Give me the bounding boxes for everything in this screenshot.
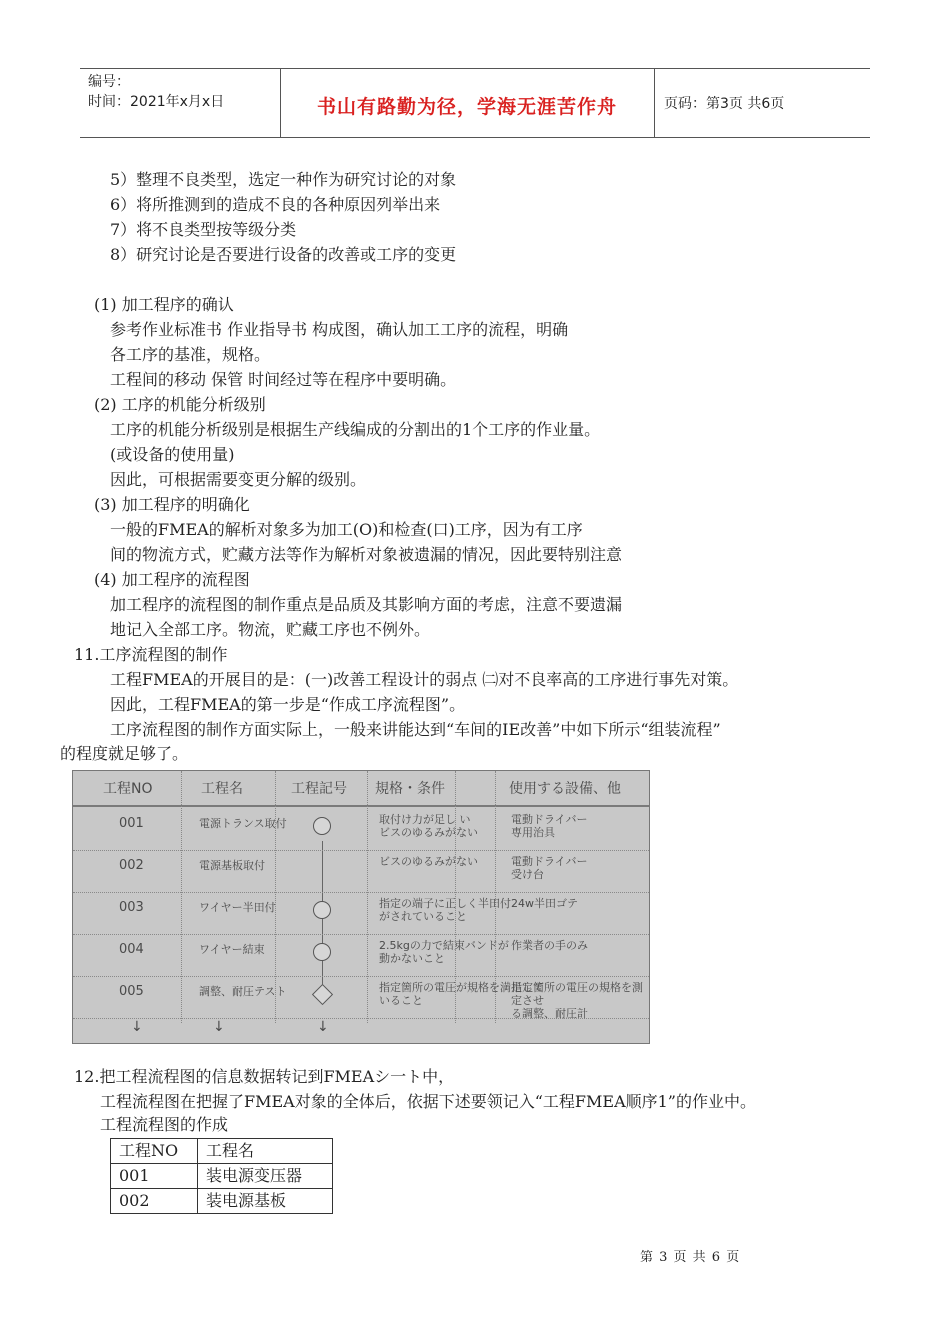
flow-name: ワイヤー半田付	[199, 901, 276, 914]
down-arrow-icon: ↓	[213, 1019, 225, 1035]
table-header-row	[111, 1139, 333, 1164]
step-5: 5）整理不良类型，选定一种作为研究讨论的对象	[110, 170, 457, 189]
inspection-diamond-icon	[312, 984, 333, 1005]
flow-row	[73, 893, 649, 935]
step-6: 6）将所推测到的造成不良的各种原因列举出来	[110, 195, 441, 214]
time-label: 时间：2021年x月x日	[88, 94, 225, 110]
down-arrow-icon: ↓	[131, 1019, 143, 1035]
flow-row	[73, 809, 649, 851]
table-header-cell: 工程名	[198, 1139, 333, 1164]
process-circle-icon	[313, 817, 331, 835]
paragraph-11: 工序流程图的制作方面实际上，一般来讲能达到“车间的IE改善”中如下所示“组装流程”	[110, 720, 721, 739]
table-cell: 001	[111, 1164, 198, 1189]
table-cell: 装电源变压器	[198, 1164, 333, 1189]
flow-spec: 取付け力が足し い ビスのゆるみがない	[379, 813, 478, 839]
flow-name: 調整、耐圧テスト	[199, 985, 287, 998]
flow-spec: 2.5kgの力で結束バンドが 動かないこと	[379, 939, 509, 965]
flow-name: ワイヤー結束	[199, 943, 265, 956]
table-row	[111, 1189, 333, 1214]
section-4-title: (4) 加工程序的流程图	[94, 570, 250, 589]
flow-no: 004	[119, 942, 144, 957]
section-1-text: 各工序的基准，规格。	[110, 345, 271, 364]
paragraph-11: 因此，工程FMEA的第一步是“作成工序流程图”。	[110, 695, 466, 714]
header-left	[88, 72, 224, 112]
flow-equipment: 作業者の手のみ	[511, 939, 588, 952]
flow-chart-image	[72, 770, 650, 1044]
section-4-text: 地记入全部工序。物流，贮藏工序也不例外。	[110, 620, 431, 639]
section-1-text: 参考作业标准书 作业指导书 构成图，确认加工工序的流程，明确	[110, 320, 569, 339]
process-table	[110, 1138, 333, 1214]
process-circle-icon	[313, 943, 331, 961]
flow-header-cell: 工程NO	[103, 781, 153, 797]
flow-row	[73, 977, 649, 1019]
step-8: 8）研究讨论是否要进行设备的改善或工序的变更	[110, 245, 457, 264]
flow-header-cell: 工程記号	[291, 781, 347, 797]
flow-no: 002	[119, 858, 144, 873]
page-header	[80, 68, 870, 138]
flow-row	[73, 851, 649, 893]
flow-equipment: 指定箇所の電圧の規格を測定させ る調整、耐圧計	[511, 981, 643, 1020]
process-circle-icon	[313, 901, 331, 919]
section-2-title: (2) 工序的机能分析级别	[94, 395, 266, 414]
paragraph-12: 工程流程图在把握了FMEA对象的全体后，依据下述要领记入“工程FMEA顺序1”的作业中。	[100, 1092, 756, 1111]
flow-spec: ビスのゆるみがない	[379, 855, 478, 868]
section-2-text: 因此，可根据需要变更分解的级别。	[110, 470, 367, 489]
header-divider	[654, 69, 655, 137]
section-3-text: 间的物流方式，贮藏方法等作为解析对象被遗漏的情况，因此要特别注意	[110, 545, 623, 564]
section-1-text: 工程间的移动 保管 时间经过等在程序中要明确。	[110, 370, 457, 389]
page-footer: 第 3 页 共 6 页	[640, 1250, 741, 1265]
section-3-text: 一般的FMEA的解析对象多为加工(O)和检查(口)工序，因为有工序	[110, 520, 583, 539]
flow-equipment: 電動ドライバー 専用治具	[511, 813, 588, 839]
flow-name: 電源トランス取付	[199, 817, 287, 830]
flow-no: 003	[119, 900, 144, 915]
section-1-title: (1) 加工程序的确认	[94, 295, 234, 314]
flow-header-cell: 規格・条件	[375, 781, 445, 797]
section-4-text: 加工程序的流程图的制作重点是品质及其影响方面的考虑，注意不要遗漏	[110, 595, 623, 614]
page-number-label: 页码：第3页 共6页	[664, 96, 785, 112]
paragraph-11: 的程度就足够了。	[60, 744, 189, 763]
flow-name: 電源基板取付	[199, 859, 265, 872]
table-header-cell: 工程NO	[111, 1139, 198, 1164]
step-7: 7）将不良类型按等级分类	[110, 220, 297, 239]
flow-row	[73, 935, 649, 977]
code-label: 编号：	[88, 74, 130, 90]
flow-equipment: 24w半田ゴテ	[511, 897, 578, 910]
flow-spec: 指定の端子に正しく半田付 がされていること	[379, 897, 511, 923]
flow-no: 005	[119, 984, 144, 999]
section-2-text: (或设备的使用量)	[110, 445, 235, 464]
heading-11: 11.工序流程图的制作	[74, 645, 228, 664]
down-arrow-icon: ↓	[317, 1019, 329, 1035]
section-2-text: 工序的机能分析级别是根据生产线编成的分割出的1个工序的作业量。	[110, 420, 601, 439]
flow-header-cell: 使用する設備、他	[509, 781, 621, 797]
heading-12: 12.把工程流程图的信息数据转记到FMEAシ一ト中，	[74, 1067, 455, 1086]
header-motto: 书山有路勤为径，学海无涯苦作舟	[316, 96, 617, 118]
paragraph-11: 工程FMEA的开展目的是：(一)改善工程设计的弱点 ㈡对不良率高的工序进行事先对策。	[110, 670, 739, 689]
flow-header-row	[73, 771, 649, 807]
section-3-title: (3) 加工程序的明确化	[94, 495, 250, 514]
paragraph-12: 工程流程图的作成	[100, 1115, 229, 1134]
table-cell: 002	[111, 1189, 198, 1214]
table-row	[111, 1164, 333, 1189]
flow-spec: 指定箇所の電圧が規格を満足して いること	[379, 981, 544, 1007]
table-cell: 装电源基板	[198, 1189, 333, 1214]
flow-no: 001	[119, 816, 144, 831]
flow-equipment: 電動ドライバー 受け台	[511, 855, 588, 881]
flow-header-cell: 工程名	[201, 781, 243, 797]
